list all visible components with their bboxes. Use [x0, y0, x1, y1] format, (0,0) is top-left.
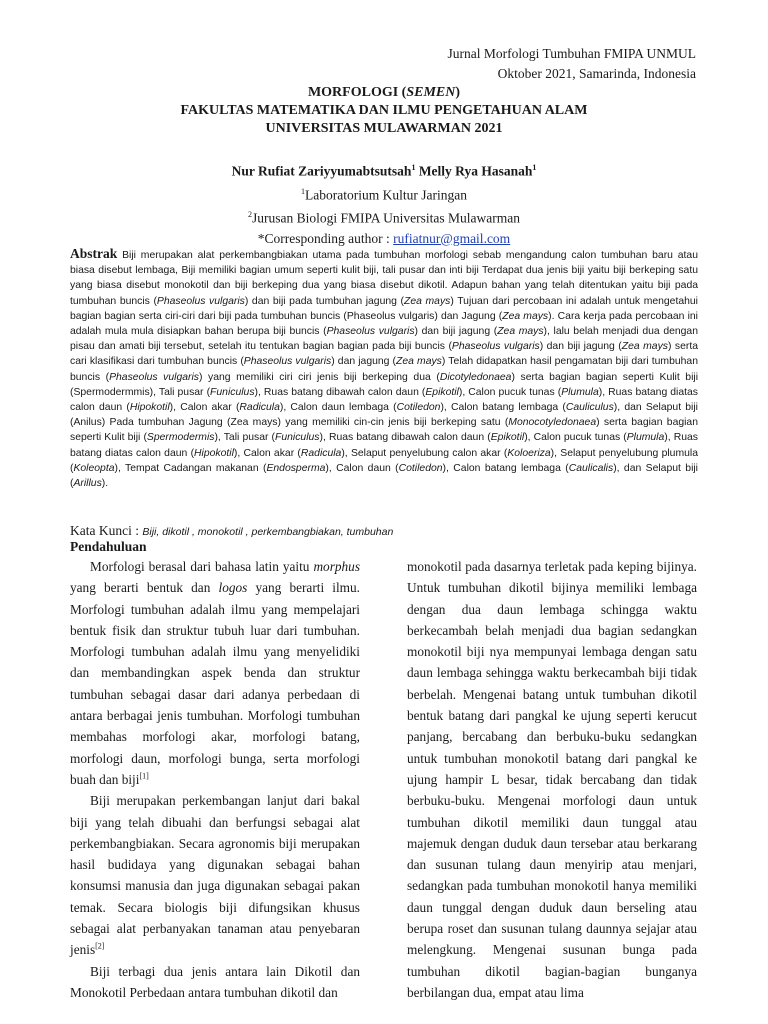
abstract-text: ), Ruas batang dibawah calon daun ( — [319, 432, 491, 444]
journal-header — [447, 44, 696, 84]
paper-title — [0, 84, 768, 138]
author-1: Nur Rufiat Zariyyumabtsutsah — [231, 163, 412, 179]
p1-term-morphus: morphus — [313, 559, 360, 574]
abstract-term: Zea mays — [497, 326, 544, 338]
abstract-text: ), Calon akar ( — [233, 447, 301, 459]
title-prefix: MORFOLOGI ( — [307, 85, 407, 100]
abstract-term: Phaseolus vulgaris — [451, 341, 540, 353]
abstract-term: Epikotil — [425, 386, 459, 398]
abstract-term: Spermodermis — [146, 432, 215, 444]
paragraph-3: Biji terbagi dua jenis antara lain Dikotil dan Monokotil Perbedaan antara tumbuhan dikotil dan — [70, 963, 360, 1000]
abstract-term: Arillus — [73, 478, 102, 490]
abstract-text: ) serta cari klasifikasi dari tumbuhan buncis ( — [70, 341, 698, 368]
p1-term-logos: logos — [218, 580, 248, 596]
abstract-text: ) Telah didapatkan hasil pengamatan biji dari tumbuhan buncis ( — [70, 356, 698, 383]
abstract-text: Biji merupakan alat perkembangbiakan utama pada tumbuhan morfologi sebab mengandung calon tumbuhan baru atau biasa disebut lembaga, Biji memiliki bagian umum seperti kulit biji, tali pusar dan inti biji Terdapat dua jenis biji yaitu biji berkeping satu yang biasa disebut monokotil dan biji berkeping dua yang biasa disebut dikotil. Adapun bahan yang telah ditentukan yaitu biji pada tumbuhan buncis ( — [70, 250, 698, 307]
affiliation-1 — [0, 182, 768, 206]
abstract-term: Phaseolus vulgaris — [243, 356, 332, 368]
abstract-term: Endosperma — [266, 462, 326, 474]
paragraph-1 — [70, 556, 360, 790]
keywords-value: Biji, dikotil , monokotil , perkembangbiakan, tumbuhan — [142, 526, 394, 538]
section-heading-pendahuluan: Pendahuluan — [70, 539, 147, 554]
abstract-text: ) Tujuan dari percobaan ini adalah untuk mengetahui bagian bagian serta ciri-ciri dari biji pada tumbuhan buncis (Phaseolus vulgaris) dan Jagung ( — [70, 295, 698, 322]
abstract-text: ) serta bagian bagian seperti Kulit biji ( — [70, 417, 698, 444]
corresponding-label: *Corresponding author : — [257, 230, 394, 246]
abstract-term: Funiculus — [275, 432, 320, 444]
abstract-term: Zea mays — [404, 295, 451, 307]
abstract-text: ), Tempat Cadangan makanan ( — [114, 462, 267, 474]
abstract-text: ), Calon akar ( — [169, 402, 240, 414]
keywords — [70, 523, 393, 539]
abstract-text: ) dan biji jagung ( — [539, 341, 622, 353]
abstract-text: ), Selaput penyelubung calon akar ( — [341, 447, 508, 459]
paragraph-continued: monokotil pada dasarnya terletak pada keping bijinya. Untuk tumbuhan dikotil bijinya memiliki lembaga dengan dua daun lembaga schingga waktu berkecambah belah menjadi dua bagian sedangkan monokotil biji nya mempunyai lembaga dengan satu daun lembaga sehingga waktu berkecambah biji tidak berbelah. Mengenai batang untuk tumbuhan dikotil bentuk batang dari pangkal ke ujung seperti kerucut panjang, bercabang dan berbuku-buku sedangkan untuk tumbuhan monokotil batang dari pangkal ke ujung hampir L besar, tidak bercabang dan tidak berbuku-buku. Mengenai morfologi daun untuk tumbuhan dikotil memiliki daun tunggal atau majemuk dengan duduk daun tersebar atau berkarang dan susunan tulang daun menyirip atau menjari, sedangkan pada tumbuhan monokotil hanya memiliki daun tunggal dengan duduk daun berseling atau berupa roset dan susunan tulang daunnya sejajar atau melengkung. Mengenai susunan bunga pada tumbuhan dikotil bagian-bagian bunganya berbilangan dua, empat atau lima — [407, 559, 697, 1000]
abstract-text: ), Calon pucuk tunas ( — [524, 432, 627, 444]
p1-text: yang berarti bentuk dan — [70, 580, 219, 596]
abstract-label: Abstrak — [70, 246, 118, 261]
author-block — [0, 158, 768, 249]
abstract-text: ), dan Selaput biji (Anilus) Pada tumbuhan Jagung (Zea mays) yang memiliki cin-cin jenis biji berkeping satu ( — [70, 402, 698, 429]
abstract-term: Phaseolus vulgaris — [156, 295, 245, 307]
right-column — [407, 556, 697, 1003]
abstract-term: Epikotil — [490, 432, 525, 444]
abstract-term: Koloeriza — [507, 447, 551, 459]
abstract-term: Hipokotil — [194, 447, 234, 459]
abstract-text: ), lalu belah menjadi dua dengan pisau dan amati biji tersebut, setelah itu tentukan bagian bagian pada biji buncis ( — [70, 326, 698, 353]
abstract-term: Zea mays — [502, 310, 549, 322]
abstract-term: Zea mays — [396, 356, 442, 368]
abstract — [70, 246, 698, 491]
title-line-3: UNIVERSITAS MULAWARMAN 2021 — [265, 121, 503, 136]
affiliation-1-sup: 1 — [301, 186, 306, 196]
abstract-text: ). — [101, 478, 109, 490]
abstract-term: Phaseolus vulgaris — [109, 371, 199, 383]
citation-ref[interactable]: [1] — [139, 771, 149, 781]
abstract-text: ) dan biji pada tumbuhan jagung ( — [244, 295, 404, 307]
abstract-text: ) dan jagung ( — [331, 356, 397, 368]
abstract-term: Cotiledon — [398, 462, 443, 474]
author-2-sup: 1 — [532, 163, 537, 172]
abstract-text: ) yang memiliki ciri ciri jenis biji berkeping dua ( — [199, 371, 440, 383]
abstract-text: ), Calon pucuk tunas ( — [458, 386, 562, 398]
abstract-term: Plumula — [626, 432, 665, 444]
abstract-term: Caulicalis — [568, 462, 614, 474]
abstract-term: Cotiledon — [396, 402, 441, 414]
abstract-text: ), Selaput penyelubung plumula ( — [70, 447, 698, 474]
abstract-text: ). Cara kerja pada percobaan ini adalah mula mula disiapkan bahan berupa biji buncis ( — [70, 310, 698, 338]
abstract-term: Monocotyledonaea — [508, 417, 597, 429]
abstract-text: ) serta bagian bagian seperti Kulit biji (Spermodermmis), Tali pusar ( — [70, 371, 699, 398]
abstract-text: ), Calon daun ( — [325, 462, 399, 474]
abstract-text: ), Ruas batang diatas calon daun ( — [70, 432, 698, 459]
paragraph-2 — [70, 790, 360, 960]
title-line-1 — [0, 84, 768, 102]
p1-text: Morfologi berasal dari bahasa latin yaitu — [90, 559, 314, 574]
abstract-text: ), Calon batang lembaga ( — [440, 402, 566, 414]
title-line-2: FAKULTAS MATEMATIKA DAN ILMU PENGETAHUAN ALAM — [180, 103, 588, 118]
abstract-term: Dicotyledonaea — [439, 371, 512, 383]
author-names — [0, 158, 768, 182]
abstract-term: Phaseolus vulgaris — [326, 326, 415, 338]
abstract-term: Plumula — [561, 386, 599, 398]
abstract-text: ), Calon daun lembaga ( — [279, 402, 397, 414]
abstract-term: Radicula — [239, 402, 280, 414]
email-link[interactable]: rufiatnur@gmail.com — [393, 230, 511, 246]
keywords-label: Kata Kunci : — [70, 523, 143, 538]
affiliation-2 — [0, 205, 768, 229]
affiliation-2-text: Jurusan Biologi FMIPA Universitas Mulawarman — [252, 210, 520, 226]
journal-date-place: Oktober 2021, Samarinda, Indonesia — [497, 66, 696, 81]
abstract-term: Funiculus — [210, 386, 255, 398]
left-column — [70, 556, 360, 1003]
affiliation-1-text: Laboratorium Kultur Jaringan — [305, 187, 467, 202]
abstract-term: Koleopta — [73, 462, 115, 474]
affiliation-2-sup: 2 — [248, 210, 252, 219]
author-2: Melly Rya Hasanah — [418, 163, 533, 179]
title-italic: SEMEN — [406, 85, 456, 100]
abstract-text: ), Calon batang lembaga ( — [442, 462, 569, 474]
citation-ref[interactable]: [2] — [95, 941, 105, 951]
p2-text: Biji merupakan perkembangan lanjut dari bakal biji yang telah dibuahi dan berfungsi sebagai alat perkembangbiakan. Secara agronomis biji merupakan hasil budidaya yang digunakan sebagai bahan konsumsi manusia dan juga digunakan sebagai pakan temak. Secara biologis biji difungsikan khusus sebagai alat perbanyakan tanaman atau penyebaran jenis — [70, 793, 360, 958]
abstract-term: Cauliculus — [565, 402, 614, 414]
author-1-sup: 1 — [411, 163, 416, 172]
abstract-term: Zea mays — [621, 341, 668, 353]
abstract-text: ), dan Selaput biji ( — [70, 462, 698, 490]
journal-name: Jurnal Morfologi Tumbuhan FMIPA UNMUL — [447, 46, 696, 61]
abstract-text: ), Tali pusar ( — [214, 432, 276, 444]
abstract-text: ) dan biji jagung ( — [414, 326, 498, 338]
p1-text: yang berarti ilmu. Morfologi tumbuhan adalah ilmu yang mempelajari bentuk fisik dan struktur tubuh luar dari tumbuhan. Morfologi tumbuhan adalah ilmu yang menyelidiki dan membandingkan aspek benda dan struktur tumbuhan sebagai dasar dari adanya perbedaan di antara berbagai jenis tumbuhan. Morfologi tumbuhan membahas morfologi akar, morfologi batang, morfologi daun, morfologi bunga, serta morfologi buah dan biji — [70, 580, 360, 787]
abstract-text: ), Ruas batang dibawah calon daun ( — [254, 386, 426, 398]
abstract-term: Hipokotil — [129, 402, 170, 414]
abstract-text: ), Ruas batang diatas calon daun ( — [70, 386, 699, 414]
abstract-term: Radicula — [300, 447, 342, 459]
title-suffix: ) — [455, 85, 461, 100]
